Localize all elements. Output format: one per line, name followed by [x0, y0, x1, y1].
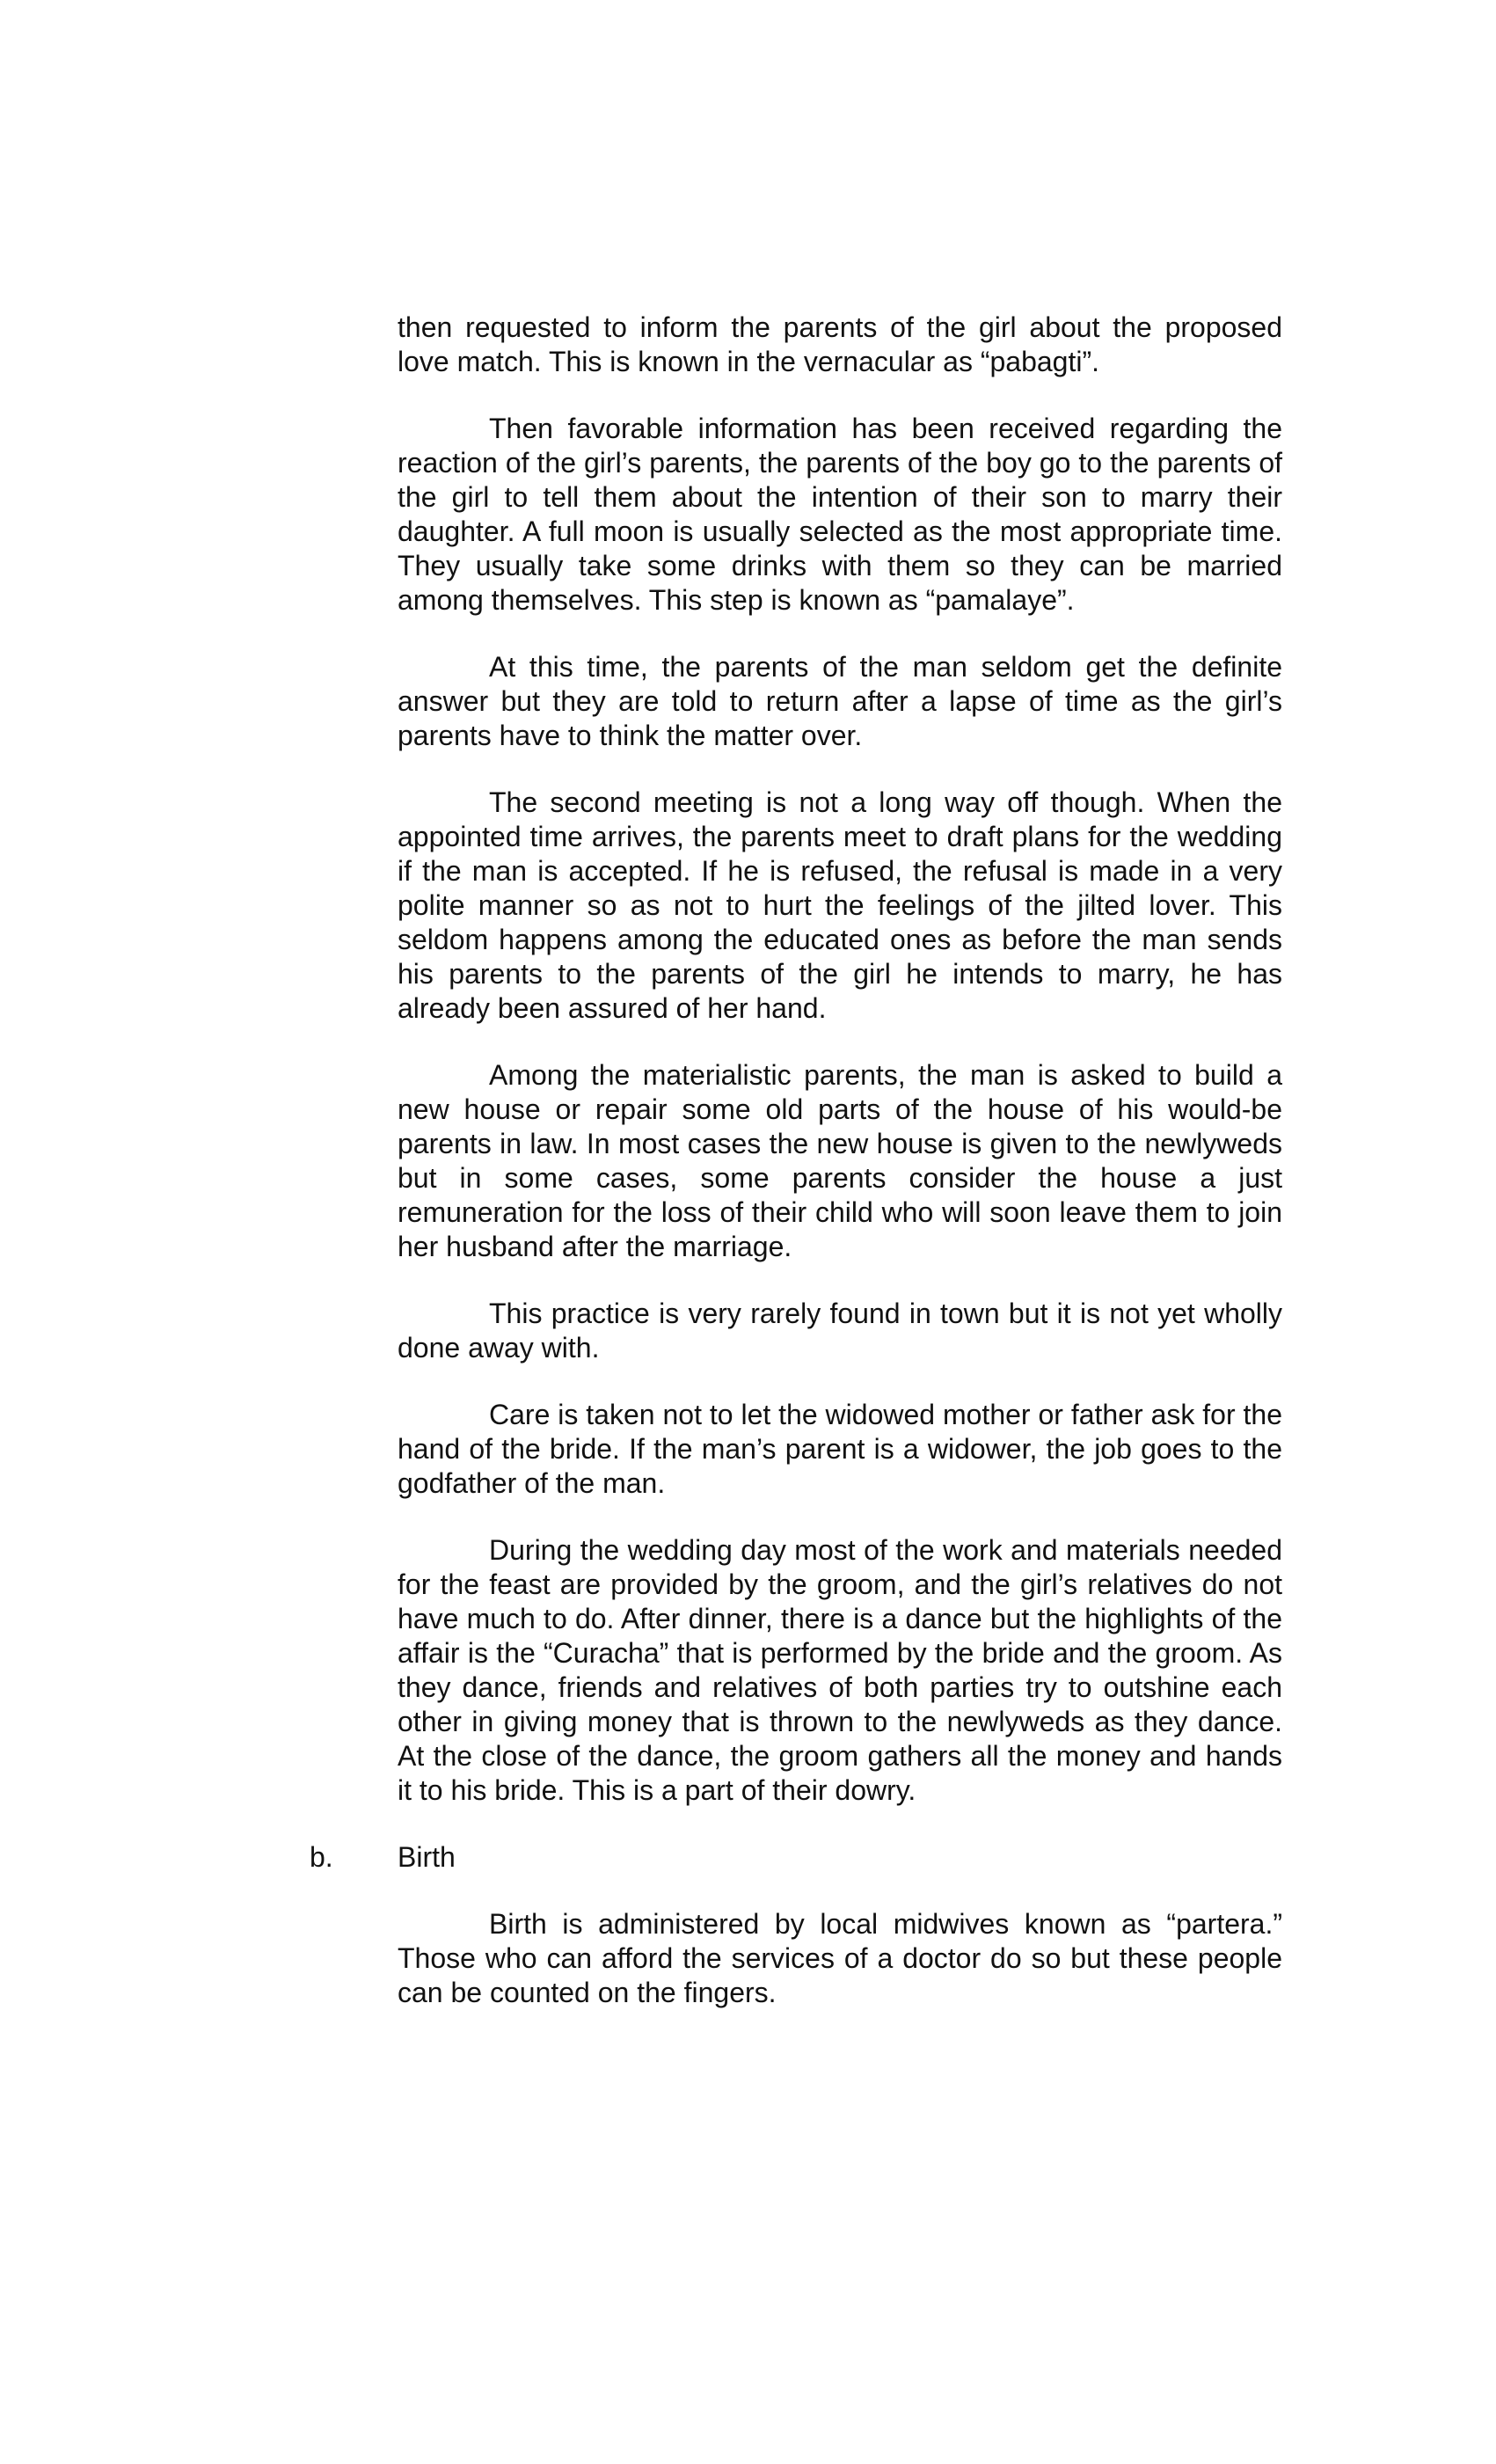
section-title: Birth — [398, 1841, 456, 1873]
section-letter: b. — [310, 1841, 333, 1873]
paragraph-pamalaye: Then favorable information has been received regarding the reaction of the girl’s parents, the parents of the boy go to the parents of the girl to tell them about the intention of their son to marry their daughter. A full moon is usually selected as the most appropriate time. They usually take some drinks with them so they can be married among themselves. This step is known as “pamalaye”. — [398, 413, 1282, 616]
paragraph-widowed-parent: Care is taken not to let the widowed mother or father ask for the hand of the bride. If the man’s parent is a widower, the job goes to the godfather of the man. — [398, 1399, 1282, 1499]
section-heading-birth — [310, 1840, 1282, 1875]
paragraph-second-meeting: The second meeting is not a long way off though. When the appointed time arrives, the parents meet to draft plans for the wedding if the man is accepted. If he is refused, the refusal is made in a very polite manner so as not to hurt the feelings of the jilted lover. This seldom happens among the educated ones as before the man sends his parents to the parents of the girl he intends to marry, he has already been assured of her hand. — [398, 786, 1282, 1024]
page-body — [310, 311, 1282, 2043]
paragraph-materialistic-parents: Among the materialistic parents, the man is asked to build a new house or repair some old parts of the house of his would-be parents in law. In most cases the new house is given to the newlyweds but in some cases, some parents consider the house a just remuneration for the loss of their child who will soon leave them to join her husband after the marriage. — [398, 1059, 1282, 1262]
paragraph-wedding-day: During the wedding day most of the work and materials needed for the feast are provided by the groom, and the girl’s relatives do not have much to do. After dinner, there is a dance but the highlights of the affair is the “Curacha” that is performed by the bride and the groom. As they dance, friends and relatives of both parties try to outshine each other in giving money that is thrown to the newlyweds as they dance. At the close of the dance, the groom gathers all the money and hands it to his bride. This is a part of their dowry. — [398, 1534, 1282, 1806]
paragraph-birth: Birth is administered by local midwives known as “partera.” Those who can afford the services of a doctor do so but these people can be counted on the fingers. — [398, 1908, 1282, 2008]
paragraph-pabagti: then requested to inform the parents of the girl about the proposed love match. This is known in the vernacular as “pabagti”. — [398, 311, 1282, 377]
paragraph-practice-rare: This practice is very rarely found in town but it is not yet wholly done away with. — [398, 1298, 1282, 1364]
paragraph-definite-answer: At this time, the parents of the man seldom get the definite answer but they are told to return after a lapse of time as the girl’s parents have to think the matter over. — [398, 651, 1282, 751]
